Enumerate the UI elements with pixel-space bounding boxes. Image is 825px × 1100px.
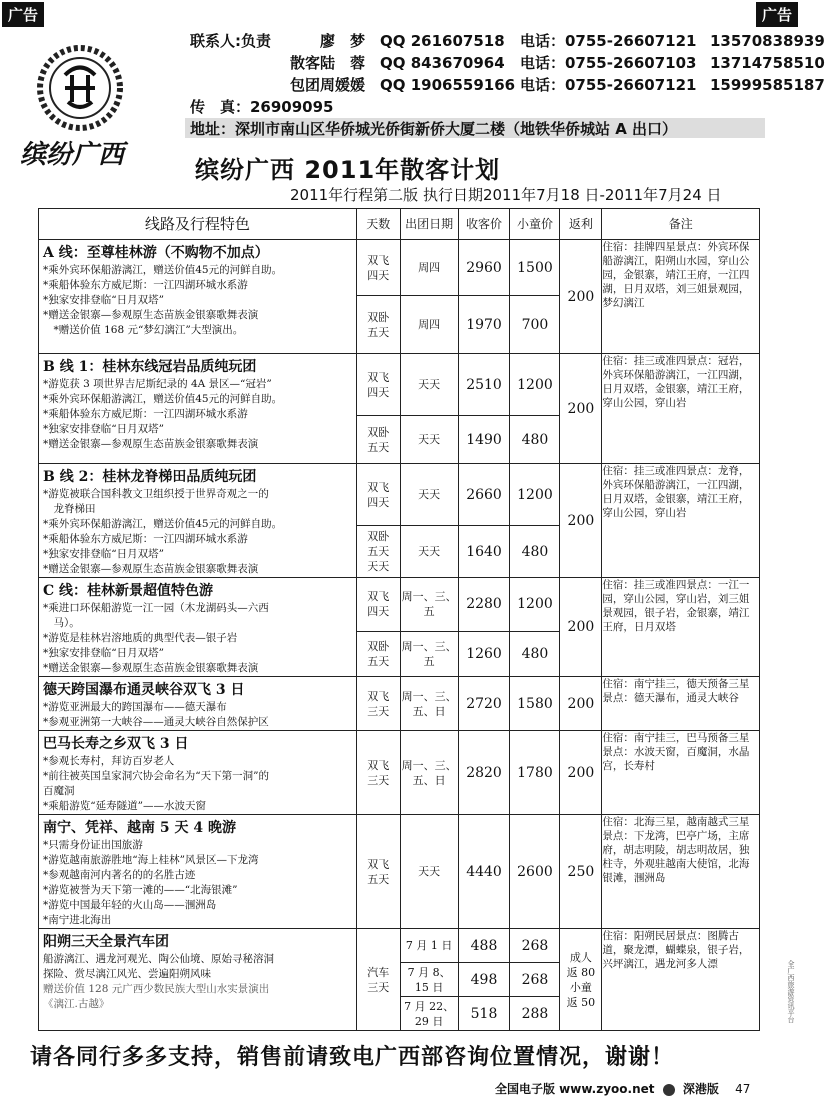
days-text: 五天 — [367, 545, 390, 558]
route-title: C 线：桂林新景超值特色游 — [43, 583, 214, 599]
date-cell: 天天 — [400, 464, 458, 526]
date-cell: 天天 — [400, 416, 458, 464]
route-line: *独家安排登临“日月双塔” — [43, 647, 164, 659]
days-text: 双飞 — [367, 689, 390, 703]
route-line: *只需身份证出国旅游 — [43, 839, 143, 851]
child-price-cell: 1200 — [510, 578, 560, 632]
route-cell — [39, 240, 357, 354]
route-title: B 线 1：桂林东线冠岩品质纯玩团 — [43, 359, 257, 375]
route-gift: 《漓江.古越》 — [43, 998, 110, 1010]
table-row — [39, 240, 760, 296]
route-line: 船游漓江、遇龙河观光、陶公仙境、原始寻秘溶洞 — [43, 953, 274, 965]
days-text: 三天 — [367, 704, 390, 718]
price-cell: 1640 — [458, 526, 510, 578]
days-cell — [356, 416, 400, 464]
side-vertical-text: 全广西旅游资讯平台 — [787, 960, 795, 1023]
table-row — [39, 578, 760, 632]
route-line: *乘外宾环保船游漓江，赠送价值45元的河鲜自助。 — [43, 518, 283, 530]
days-text: 五天 — [367, 872, 390, 886]
contact-tel: 电话：0755-26607121 — [520, 32, 697, 50]
contact-mobile: 13570838939 — [710, 32, 825, 50]
ad-label-left: 广告 — [2, 2, 44, 27]
route-cell — [39, 354, 357, 464]
route-line: *乘船体验东方威尼斯：一江四湖环城水系游 — [43, 279, 248, 291]
days-text: 汽车 — [367, 965, 390, 979]
days-cell — [356, 815, 400, 929]
child-price-cell: 288 — [510, 997, 560, 1031]
route-line: *赠送金银寨—参观原生态苗族金银寨歌舞表演 — [43, 438, 259, 450]
route-line: *乘外宾环保船游漓江，赠送价值45元的河鲜自助。 — [43, 393, 283, 405]
note-cell: 住宿：南宁挂三，德天预备三星景点：德天瀑布，通灵大峡谷 — [602, 677, 760, 731]
route-line: *乘进口环保船游览一江一园（木龙湖码头—六西 — [43, 602, 269, 614]
route-line: *乘外宾环保船游漓江，赠送价值45元的河鲜自助。 — [43, 264, 283, 276]
rebate-cell: 200 — [560, 354, 602, 464]
child-price-cell: 268 — [510, 929, 560, 963]
days-cell — [356, 677, 400, 731]
contact-row-1 — [190, 30, 825, 50]
route-cell — [39, 677, 357, 731]
child-price-cell: 1200 — [510, 464, 560, 526]
contact-role: 包团 — [289, 76, 320, 94]
route-line: *游览中国最年轻的火山岛——涠洲岛 — [43, 899, 217, 911]
page-number: 47 — [735, 1082, 751, 1096]
route-line: 探险、赏尽漓江风光、尝遍阳朔风味 — [43, 968, 211, 980]
price-cell: 2960 — [458, 240, 510, 296]
contact-name: 廖 梦 — [320, 32, 366, 50]
note-cell: 住宿：挂三或准四景点：龙脊，外宾环保船游漓江，一江四湖，日月双塔，金银寨，靖江王府，穿山公园，穿山岩 — [602, 464, 760, 578]
child-price-cell: 480 — [510, 526, 560, 578]
rebate-cell: 200 — [560, 240, 602, 354]
route-title: 巴马长寿之乡双飞 3 日 — [43, 736, 189, 752]
rebate-text: 返 80 — [566, 965, 596, 979]
rebate-text: 成人 — [569, 950, 592, 964]
route-line: *乘船体验东方威尼斯：一江四湖环城水系游 — [43, 533, 248, 545]
col-child: 小童价 — [510, 209, 560, 240]
days-cell — [356, 240, 400, 296]
table-row — [39, 731, 760, 815]
child-price-cell: 1200 — [510, 354, 560, 416]
table-row — [39, 815, 760, 929]
route-line: *前往被英国皇家洞穴协会命名为“天下第一洞”的 — [43, 770, 269, 782]
route-title: A 线：至尊桂林游（不购物不加点） — [43, 245, 269, 261]
contact-name: 周媛媛 — [320, 76, 366, 94]
days-text: 五天 — [367, 654, 390, 668]
days-text: 双飞 — [367, 857, 390, 871]
route-line: *赠送金银寨—参观原生态苗族金银寨歌舞表演 — [43, 662, 259, 674]
child-price-cell: 480 — [510, 416, 560, 464]
days-text: 四天 — [367, 495, 390, 509]
days-text: 双卧 — [367, 425, 390, 439]
days-text: 双卧 — [367, 530, 390, 543]
days-text: 五天 — [367, 325, 390, 339]
days-text: 三天 — [367, 773, 390, 787]
date-cell: 7 月 22、29 日 — [400, 997, 458, 1031]
note-cell: 住宿：挂牌四星景点：外宾环保船游漓江，阳朔山水园，穿山公园，金银寨，靖江王府，一江四湖，日月双塔，刘三姐景观园，梦幻漓江 — [602, 240, 760, 354]
route-line: *乘船体验东方威尼斯：一江四湖环城水系游 — [43, 408, 248, 420]
days-text: 四天 — [367, 385, 390, 399]
route-line: *独家安排登临“日月双塔” — [43, 294, 164, 306]
route-line: *游览获 3 项世界吉尼斯纪录的 4A 景区—“冠岩” — [43, 378, 272, 390]
price-cell: 2510 — [458, 354, 510, 416]
date-cell: 7 月 1 日 — [400, 929, 458, 963]
price-cell: 1490 — [458, 416, 510, 464]
contact-name: 陆 蓉 — [320, 54, 366, 72]
rebate-cell: 250 — [560, 815, 602, 929]
route-line: *赠送价值 168 元“梦幻漓江”大型演出。 — [43, 324, 244, 336]
address: 地址：深圳市南山区华侨城光侨街新侨大厦二楼（地铁华侨城站 A 出口） — [185, 118, 765, 138]
days-text: 双飞 — [367, 480, 390, 494]
price-cell: 2280 — [458, 578, 510, 632]
col-note: 备注 — [602, 209, 760, 240]
contact-mobile: 13714758510 — [710, 54, 825, 72]
child-price-cell: 1580 — [510, 677, 560, 731]
rebate-cell: 200 — [560, 677, 602, 731]
days-cell — [356, 354, 400, 416]
route-line: *游览越南旅游胜地“海上桂林”风景区—下龙湾 — [43, 854, 259, 866]
contact-row-3 — [190, 74, 825, 94]
rebate-cell: 200 — [560, 464, 602, 578]
note-cell: 住宿：南宁挂三，巴马预备三星景点：水波天窗，百魔洞，水晶宫，长寿村 — [602, 731, 760, 815]
note-cell: 住宿：阳朔民居景点：图腾古道，聚龙潭，蝴蝶泉，银子岩，兴坪漓江，遇龙河多人漂 — [602, 929, 760, 1031]
route-line: 百魔洞 — [43, 785, 75, 797]
page-title: 缤纷广西 2011年散客计划 — [195, 156, 501, 184]
rebate-cell — [560, 929, 602, 1031]
note-cell: 住宿：挂三或准四景点：冠岩，外宾环保船游漓江，一江四湖，日月双塔，金银寨，靖江王府，穿山公园，穿山岩 — [602, 354, 760, 464]
days-text: 双飞 — [367, 370, 390, 384]
rebate-cell: 200 — [560, 578, 602, 677]
child-price-cell: 1780 — [510, 731, 560, 815]
route-line: *游览亚洲最大的跨国瀑布——德天瀑布 — [43, 701, 227, 713]
footer-label: 全国电子版 www.zyoo.net — [495, 1082, 655, 1096]
note-cell: 住宿：挂三或准四景点：一江一园，穿山公园，穿山岩，刘三姐景观园，银子岩，金银寨，靖江王府，日月双塔 — [602, 578, 760, 677]
route-line: *游览被誉为天下第一滩的——“北海银滩” — [43, 884, 238, 896]
col-rebate: 返利 — [560, 209, 602, 240]
page-subtitle: 2011年行程第二版 执行日期2011年7月18 日-2011年7月24 日 — [290, 186, 722, 204]
days-cell — [356, 631, 400, 676]
route-gift: 赠送价值 128 元广西少数民族大型山水实景演出 — [43, 983, 270, 995]
child-price-cell: 1500 — [510, 240, 560, 296]
ad-label-right: 广告 — [756, 2, 798, 27]
days-text: 天天 — [367, 560, 390, 573]
days-text: 双卧 — [367, 639, 390, 653]
route-cell — [39, 731, 357, 815]
col-route: 线路及行程特色 — [39, 209, 357, 240]
date-cell: 周一、三、五 — [400, 578, 458, 632]
footer — [495, 1080, 750, 1097]
days-cell — [356, 464, 400, 526]
table-row — [39, 929, 760, 963]
date-cell: 周四 — [400, 296, 458, 354]
price-cell: 518 — [458, 997, 510, 1031]
child-price-cell: 480 — [510, 631, 560, 676]
date-cell: 7 月 8、15 日 — [400, 963, 458, 997]
route-line: *参观亚洲第一大峡谷——通灵大峡谷自然保护区 — [43, 716, 269, 728]
days-text: 五天 — [367, 440, 390, 454]
price-cell: 498 — [458, 963, 510, 997]
route-line: 马）。 — [43, 617, 80, 629]
days-text: 双飞 — [367, 590, 390, 604]
contact-tel: 电话：0755-26607103 — [520, 54, 697, 72]
child-price-cell: 2600 — [510, 815, 560, 929]
col-price: 收客价 — [458, 209, 510, 240]
route-line: *赠送金银寨—参观原生态苗族金银寨歌舞表演 — [43, 309, 259, 321]
col-date: 出团日期 — [400, 209, 458, 240]
route-line: *南宁进北海出 — [43, 914, 112, 926]
price-cell: 2660 — [458, 464, 510, 526]
footer-edition: 深港版 — [682, 1082, 719, 1096]
date-cell: 周一、三、五、日 — [400, 731, 458, 815]
date-cell: 周一、三、五、日 — [400, 677, 458, 731]
days-cell — [356, 578, 400, 632]
route-line: *乘船游览“延寿隧道”——水波天窗 — [43, 800, 206, 812]
fax: 传 真：26909095 — [190, 98, 334, 116]
route-line: *赠送金银寨—参观原生态苗族金银寨歌舞表演 — [43, 563, 259, 575]
route-line: *游览被联合国科教文卫组织授于世界奇观之一的 — [43, 488, 269, 500]
child-price-cell: 268 — [510, 963, 560, 997]
days-cell — [356, 296, 400, 354]
route-cell — [39, 464, 357, 578]
route-title: 德天跨国瀑布通灵峡谷双飞 3 日 — [43, 682, 245, 698]
route-title: 阳朔三天全景汽车团 — [43, 934, 169, 950]
rebate-cell: 200 — [560, 731, 602, 815]
price-cell: 488 — [458, 929, 510, 963]
table-row — [39, 677, 760, 731]
contact-tel: 电话：0755-26607121 — [520, 76, 697, 94]
date-cell: 周一、三、五 — [400, 631, 458, 676]
contact-qq: QQ 843670964 — [380, 54, 505, 72]
contact-row-2 — [190, 52, 825, 72]
days-cell — [356, 929, 400, 1031]
route-line: *独家安排登临“日月双塔” — [43, 423, 164, 435]
days-text: 四天 — [367, 268, 390, 282]
footer-logo-icon — [663, 1084, 675, 1096]
table-row — [39, 354, 760, 416]
days-text: 双飞 — [367, 253, 390, 267]
days-text: 双飞 — [367, 758, 390, 772]
date-cell: 周四 — [400, 240, 458, 296]
table-row — [39, 464, 760, 526]
route-line: *参观长寿村，拜访百岁老人 — [43, 755, 175, 767]
route-cell — [39, 929, 357, 1031]
contact-role: 联系人:负责 — [190, 32, 271, 50]
days-text: 四天 — [367, 605, 390, 619]
price-cell: 1970 — [458, 296, 510, 354]
price-cell: 2820 — [458, 731, 510, 815]
route-cell — [39, 815, 357, 929]
days-text: 三天 — [367, 980, 390, 994]
contact-mobile: 15999585187 — [710, 76, 825, 94]
contact-qq: QQ 261607518 — [380, 32, 505, 50]
route-title: 南宁、凭祥、越南 5 天 4 晚游 — [43, 820, 236, 836]
route-line: *参观越南河内著名的的名胜古迹 — [43, 869, 196, 881]
route-title: B 线 2：桂林龙脊梯田品质纯玩团 — [43, 469, 257, 485]
bottom-notice: 请各同行多多支持，销售前请致电广西部咨询位置情况，谢谢！ — [30, 1045, 675, 1070]
rebate-text: 小童 — [569, 980, 592, 994]
price-cell: 4440 — [458, 815, 510, 929]
contact-role: 散客 — [289, 54, 320, 72]
price-cell: 2720 — [458, 677, 510, 731]
col-days: 天数 — [356, 209, 400, 240]
route-line: *独家安排登临“日月双塔” — [43, 548, 164, 560]
route-line: 龙脊梯田 — [43, 503, 96, 515]
logo-text: 缤纷广西 — [20, 140, 125, 170]
price-cell: 1260 — [458, 631, 510, 676]
days-text: 双卧 — [367, 310, 390, 324]
note-cell: 住宿：北海三星，越南越式三星景点：下龙湾，巴亭广场，主席府，胡志明陵，胡志明故居，独柱寺，外观驻越南大使馆，北海银滩，涠洲岛 — [602, 815, 760, 929]
date-cell: 天天 — [400, 354, 458, 416]
date-cell: 天天 — [400, 526, 458, 578]
contact-qq: QQ 1906559166 — [380, 76, 516, 94]
table-header-row — [39, 209, 760, 240]
days-cell — [356, 526, 400, 578]
logo — [20, 30, 160, 180]
date-cell: 天天 — [400, 815, 458, 929]
itinerary-table — [38, 208, 760, 1031]
rebate-text: 返 50 — [566, 995, 596, 1009]
days-cell — [356, 731, 400, 815]
child-price-cell: 700 — [510, 296, 560, 354]
route-line: *游览是桂林岩溶地质的典型代表—银子岩 — [43, 632, 238, 644]
route-cell — [39, 578, 357, 677]
